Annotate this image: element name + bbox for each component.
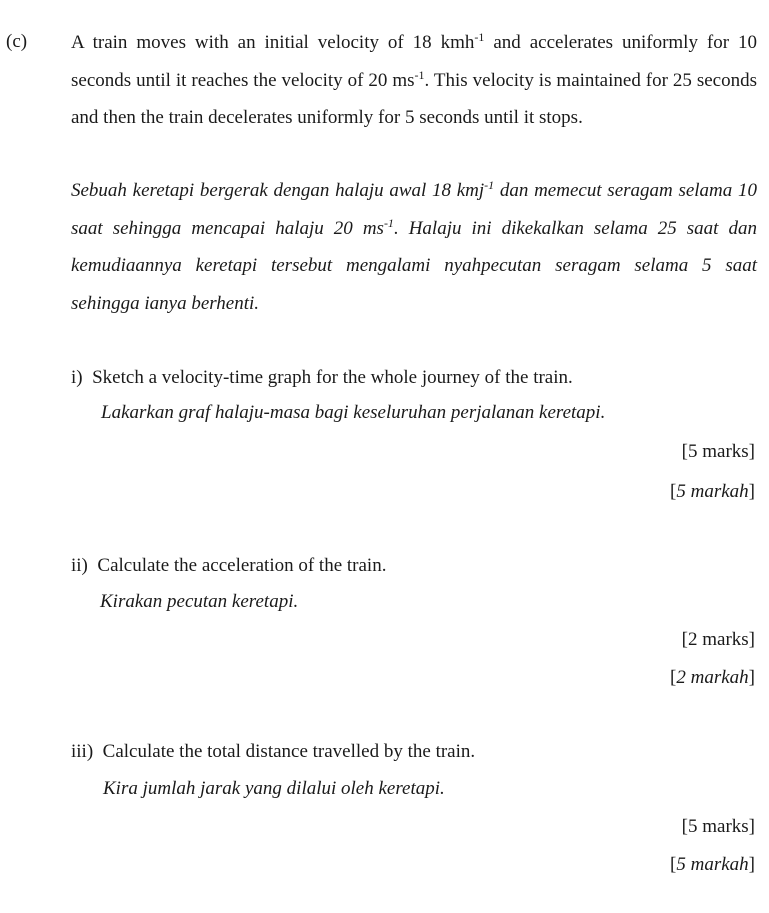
subquestion-i [71, 367, 573, 389]
subquestion-iii [71, 741, 475, 763]
malay-text-part2: dan memecut seragam selama 10 saat sehingga mencapai halaju 20 ms [71, 180, 757, 239]
marks-malay [670, 481, 755, 503]
subquestion-number: iii) [71, 741, 94, 762]
subquestion-text: Sketch a velocity-time graph for the whole journey of the train. [92, 367, 573, 388]
marks-malay [670, 667, 755, 689]
subquestion-number: ii) [71, 555, 88, 576]
marks-malay-text: 5 markah [676, 481, 749, 502]
unit-exponent: -1 [383, 215, 394, 230]
english-text-part1: A train moves with an initial velocity of 18 kmh [71, 32, 475, 53]
marks-malay-text: 5 markah [676, 854, 749, 875]
subquestion-iii-malay: Kira jumlah jarak yang dilalui oleh keretapi. [103, 778, 445, 799]
subquestion-text: Calculate the acceleration of the train. [97, 555, 387, 576]
marks-english: [2 marks] [681, 629, 755, 650]
bracket-open: [ [670, 481, 677, 502]
bracket-open: [ [670, 854, 677, 875]
subquestion-i-malay: Lakarkan graf halaju-masa bagi keseluruhan perjalanan keretapi. [101, 402, 606, 423]
english-text-part3: . This velocity is maintained for 25 seconds and then the train decelerates uniformly for 5 seconds until it stops. [71, 69, 757, 128]
bracket-close: ] [748, 481, 755, 502]
english-text-part2: and accelerates uniformly for 10 seconds until it reaches the velocity of 20 ms [71, 32, 757, 91]
unit-exponent: -1 [474, 30, 485, 44]
question-label: (c) [6, 31, 28, 52]
subquestion-text: Calculate the total distance travelled by the train. [102, 741, 476, 762]
bracket-close: ] [748, 667, 755, 688]
malay-text-part1: Sebuah keretapi bergerak dengan halaju awal 18 kmj [71, 180, 485, 201]
marks-english: [5 marks] [681, 441, 755, 462]
malay-text-part3: . Halaju ini dikekalkan selama 25 saat dan kemudiaannya keretapi tersebut mengalami nyahpecutan seragam selama 5 saat sehingga ianya berhenti. [71, 217, 757, 314]
subquestion-number: i) [71, 367, 83, 388]
subquestion-ii [71, 555, 386, 577]
unit-exponent: -1 [414, 67, 425, 82]
question-text-english [71, 24, 757, 137]
question-text-malay [71, 172, 757, 322]
marks-english: [5 marks] [681, 816, 755, 837]
unit-exponent: -1 [484, 178, 495, 192]
bracket-open: [ [670, 667, 677, 688]
subquestion-ii-malay: Kirakan pecutan keretapi. [100, 591, 299, 612]
bracket-close: ] [748, 854, 755, 875]
marks-malay [670, 854, 755, 876]
marks-malay-text: 2 markah [676, 667, 749, 688]
